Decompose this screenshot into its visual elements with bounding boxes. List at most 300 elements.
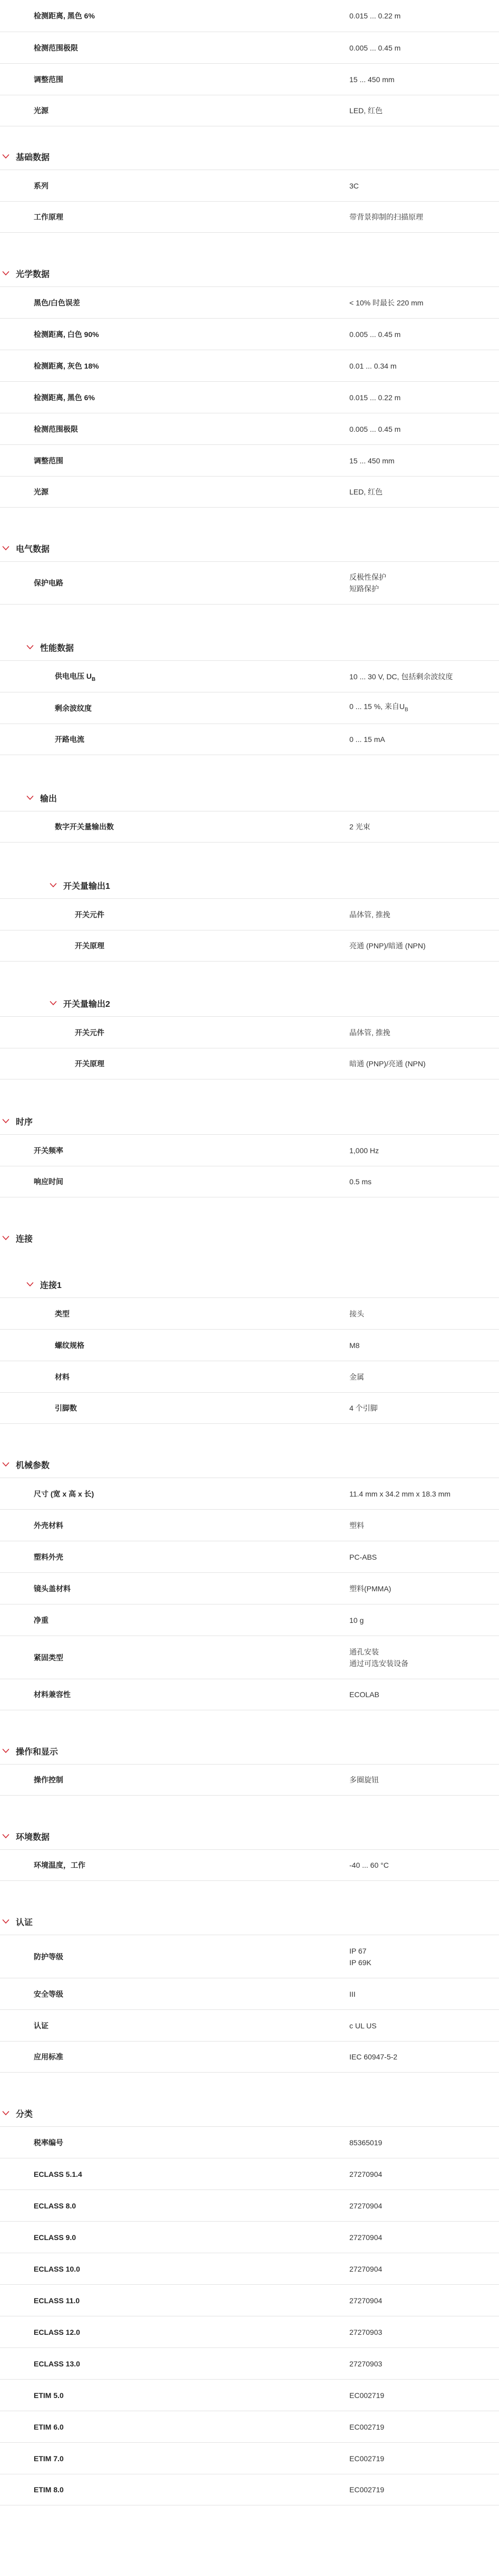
chevron-down-icon (2, 544, 9, 552)
spec-value-text: 金属 (349, 1372, 364, 1381)
spec-value (349, 360, 397, 372)
spec-row (0, 318, 499, 350)
section-header-connection1[interactable] (0, 1271, 499, 1297)
spec-label-text: ECLASS 11.0 (34, 2296, 80, 2305)
spec-row (0, 413, 499, 444)
spec-label (34, 2328, 80, 2336)
spec-value (349, 2168, 382, 2180)
spec-value-text: 10 ... 30 V, DC, 包括剩余波纹度 (349, 672, 453, 681)
spec-value (349, 2020, 377, 2032)
spec-label-sub: B (92, 676, 96, 682)
chevron-down-icon (50, 999, 57, 1007)
spec-value-text: 0.005 ... 0.45 m (349, 43, 401, 52)
chevron-down-icon (26, 1281, 34, 1288)
spec-value (349, 455, 395, 467)
spec-label (34, 455, 63, 466)
spec-label (34, 1689, 71, 1700)
spec-value (349, 1945, 371, 1968)
section-header-mechanical[interactable] (0, 1451, 499, 1478)
spec-label (34, 1520, 63, 1531)
spec-row (0, 898, 499, 930)
spec-row (0, 286, 499, 318)
spec-label-text: 镜头盖材料 (34, 1584, 71, 1593)
spec-label-text: ECLASS 8.0 (34, 2201, 76, 2210)
spec-value-text: IEC 60947-5-2 (349, 2053, 398, 2061)
section-header-classification[interactable] (0, 2100, 499, 2126)
spec-value (349, 1176, 371, 1187)
chevron-down-icon (2, 1234, 9, 1242)
section-header-performance[interactable] (0, 634, 499, 660)
section-title: 光学数据 (16, 270, 50, 279)
spec-value (349, 700, 408, 716)
spec-label (55, 1372, 70, 1382)
spec-value (349, 1614, 364, 1626)
section-header-switch2[interactable] (0, 990, 499, 1016)
spec-value-line: 短路保护 (349, 584, 379, 593)
spec-value-text: 接头 (349, 1309, 364, 1318)
spec-label (34, 2485, 64, 2494)
spec-value-text: 15 ... 450 mm (349, 75, 395, 84)
spec-value-text: III (349, 1989, 356, 1998)
spec-value (349, 2295, 382, 2306)
spec-label-text: 检测范围极限 (34, 43, 78, 52)
spec-value (349, 1340, 359, 1351)
spec-label (34, 2423, 64, 2431)
spec-label (34, 181, 48, 191)
spec-value-text: 27270903 (349, 2327, 383, 2336)
spec-value-text: EC002719 (349, 2454, 385, 2463)
spec-value (349, 329, 400, 340)
spec-value (349, 1371, 364, 1383)
section-header-connection[interactable] (0, 1225, 499, 1251)
spec-label (34, 329, 99, 340)
spec-value (349, 2421, 384, 2433)
section-title: 机械参数 (16, 1461, 50, 1470)
section-title: 认证 (16, 1918, 33, 1927)
spec-label-text: 紧固类型 (34, 1653, 63, 1662)
spec-row (0, 170, 499, 201)
spec-label-text: ECLASS 5.1.4 (34, 2169, 82, 2178)
section-title: 分类 (16, 2109, 33, 2119)
spec-value-line: 通过可选安装设备 (349, 1659, 408, 1668)
spec-row (0, 2126, 499, 2158)
spec-label (34, 2265, 80, 2273)
spec-row (0, 63, 499, 95)
spec-row (0, 201, 499, 233)
spec-value-text: 1,000 Hz (349, 1146, 379, 1155)
spec-label-text: 防护等级 (34, 1952, 63, 1961)
spec-row (0, 1166, 499, 1197)
section-header-switch1[interactable] (0, 872, 499, 898)
spec-value-text: 晶体管, 推挽 (349, 910, 390, 919)
spec-label (34, 1145, 63, 1156)
spec-value-text: LED, 红色 (349, 488, 383, 496)
spec-row (0, 1509, 499, 1541)
spec-row (0, 1134, 499, 1166)
spec-label-text: 开关元件 (75, 910, 104, 919)
chevron-down-icon (2, 1117, 9, 1125)
chevron-down-icon (2, 1832, 9, 1840)
chevron-down-icon (2, 1461, 9, 1468)
spec-value (349, 2453, 384, 2464)
spec-row (0, 95, 499, 126)
spec-label (34, 212, 63, 222)
spec-value (349, 1058, 426, 1069)
spec-label-text: 开关频率 (34, 1146, 63, 1155)
spec-label (34, 1583, 71, 1594)
spec-row (0, 2411, 499, 2442)
spec-label (34, 1176, 63, 1187)
spec-row (0, 2009, 499, 2041)
spec-row (0, 561, 499, 605)
spec-value (349, 2390, 384, 2401)
spec-value (349, 1402, 378, 1414)
spec-label-text: ECLASS 9.0 (34, 2233, 76, 2242)
section-title: 时序 (16, 1117, 33, 1127)
spec-value-line: 反极性保护 (349, 573, 386, 581)
spec-value (349, 2263, 382, 2275)
spec-value-line: IP 69K (349, 1958, 371, 1967)
section-title: 连接1 (40, 1281, 62, 1290)
spec-value-text: 0 ... 15 mA (349, 735, 385, 744)
spec-label-text: ECLASS 13.0 (34, 2359, 80, 2368)
spec-label (34, 361, 99, 371)
spec-value (349, 909, 390, 920)
spec-label (34, 1552, 63, 1562)
spec-label-text: 检测距离, 黑色 6% (34, 12, 95, 20)
spec-value (349, 1145, 379, 1156)
spec-label-text: 净重 (34, 1616, 48, 1624)
spec-label-text: 剩余波纹度 (55, 704, 92, 712)
section-title: 开关量输出2 (63, 999, 110, 1009)
spec-row (0, 692, 499, 724)
spec-label-text: 开关原理 (75, 942, 104, 950)
spec-row (0, 1935, 499, 1978)
spec-label (34, 1775, 63, 1785)
spec-label (34, 2360, 80, 2368)
spec-value-text: 塑料(PMMA) (349, 1584, 392, 1593)
spec-label (75, 940, 104, 951)
spec-label (34, 2170, 82, 2178)
spec-value-sub: B (405, 706, 408, 712)
spec-row (0, 660, 499, 692)
spec-value (349, 2484, 384, 2495)
spec-row (0, 811, 499, 843)
spec-value-text: 0.015 ... 0.22 m (349, 12, 401, 20)
spec-value-text: 3C (349, 181, 359, 190)
spec-value-text: PC-ABS (349, 1552, 377, 1561)
spec-label-text: 系列 (34, 181, 48, 190)
section-header-optical[interactable] (0, 260, 499, 286)
spec-value-text: 0 ... 15 %, 来自U (349, 702, 405, 711)
spec-value (349, 211, 423, 223)
spec-value (349, 2137, 382, 2148)
section-header-electrical[interactable] (0, 535, 499, 561)
spec-value-text: -40 ... 60 °C (349, 1861, 389, 1869)
spec-label (34, 74, 63, 85)
spec-row (0, 2442, 499, 2474)
spec-label (34, 392, 95, 403)
spec-value (349, 1520, 364, 1531)
spec-label-text: 塑料外壳 (34, 1552, 63, 1561)
spec-label (55, 1309, 70, 1319)
section-title: 性能数据 (40, 643, 74, 653)
spec-label (34, 578, 63, 588)
spec-row (0, 2379, 499, 2411)
section-title: 连接 (16, 1234, 33, 1244)
spec-value (349, 423, 400, 435)
spec-label (75, 1027, 104, 1038)
spec-row (0, 724, 499, 755)
chevron-down-icon (2, 270, 9, 277)
spec-row (0, 1604, 499, 1636)
section-header-environment[interactable] (0, 1823, 499, 1849)
spec-row (0, 2221, 499, 2253)
spec-row (0, 2189, 499, 2221)
spec-value-text: 0.5 ms (349, 1177, 372, 1186)
spec-label (55, 1340, 84, 1351)
spec-value (349, 1551, 377, 1563)
spec-value-text: 27270904 (349, 2264, 383, 2273)
spec-label-text: ETIM 7.0 (34, 2454, 64, 2463)
spec-label (34, 2137, 63, 2148)
spec-row (0, 1679, 499, 1710)
spec-value-line: 通孔安装 (349, 1647, 379, 1656)
spec-label-text: 供电电压 U (55, 671, 92, 680)
spec-value (349, 1027, 390, 1038)
spec-row (0, 2316, 499, 2347)
spec-value (349, 297, 423, 309)
spec-label (34, 424, 78, 434)
spec-value (349, 2358, 382, 2370)
spec-value-text: 27270904 (349, 2296, 383, 2305)
spec-value-text: 带背景抑制的扫描原理 (349, 213, 423, 221)
spec-label (34, 43, 78, 53)
spec-label-text: 开关元件 (75, 1028, 104, 1037)
section-header-certification[interactable] (0, 1908, 499, 1935)
spec-value-text: 晶体管, 推挽 (349, 1028, 390, 1037)
spec-value (349, 940, 426, 952)
spec-label (34, 105, 48, 116)
spec-row (0, 1016, 499, 1048)
spec-label-text: 保护电路 (34, 579, 63, 587)
spec-value (349, 180, 359, 192)
spec-label (34, 1652, 63, 1663)
spec-label (34, 487, 48, 497)
spec-value-text: EC002719 (349, 2485, 385, 2494)
spec-value-text: ECOLAB (349, 1690, 379, 1699)
spec-value-text: 27270904 (349, 2169, 383, 2178)
spec-row (0, 0, 499, 32)
spec-label-text: 调整范围 (34, 75, 63, 84)
spec-value-text: < 10% 时最长 220 mm (349, 298, 424, 307)
spec-label (34, 2202, 76, 2210)
spec-label-text: 外壳材料 (34, 1521, 63, 1530)
chevron-down-icon (2, 2109, 9, 2117)
spec-row (0, 1636, 499, 1679)
spec-value (349, 2051, 397, 2063)
spec-label (34, 1489, 94, 1499)
chevron-down-icon (2, 1918, 9, 1925)
spec-label-text: 黑色/白色误差 (34, 298, 80, 307)
spec-value (349, 1308, 364, 1320)
spec-label-text: 安全等级 (34, 1989, 63, 1998)
spec-label (34, 11, 95, 21)
spec-label (34, 1951, 63, 1962)
spec-value-text: 0.01 ... 0.34 m (349, 361, 397, 370)
section-title: 操作和显示 (16, 1747, 58, 1757)
spec-label-text: 税率编号 (34, 2138, 63, 2147)
spec-value (349, 2326, 382, 2338)
chevron-down-icon (50, 881, 57, 889)
spec-value-text: 暗通 (PNP)/亮通 (NPN) (349, 1059, 426, 1068)
spec-value (349, 734, 385, 745)
spec-label (34, 2454, 64, 2463)
spec-value-line: IP 67 (349, 1946, 367, 1955)
spec-label (55, 734, 84, 745)
spec-label-text: 检测距离, 黑色 6% (34, 393, 95, 402)
spec-row (0, 1329, 499, 1361)
spec-row (0, 1392, 499, 1424)
spec-label (55, 821, 114, 832)
spec-row (0, 930, 499, 962)
spec-label-text: 检测距离, 白色 90% (34, 330, 99, 339)
spec-label-text: 响应时间 (34, 1177, 63, 1186)
spec-label-text: ECLASS 12.0 (34, 2327, 80, 2336)
spec-label-text: 工作原理 (34, 213, 63, 221)
spec-label-text: 应用标准 (34, 2053, 63, 2061)
spec-label-text: ETIM 6.0 (34, 2422, 64, 2431)
spec-row (0, 444, 499, 476)
spec-label-text: 环境温度，工作 (34, 1861, 85, 1869)
spec-value-text: 10 g (349, 1616, 364, 1624)
section-header-timing[interactable] (0, 1108, 499, 1134)
spec-row (0, 1297, 499, 1329)
spec-label-text: 检测范围极限 (34, 424, 78, 433)
spec-label-text: 材料兼容性 (34, 1690, 71, 1699)
spec-row (0, 476, 499, 508)
spec-row (0, 350, 499, 381)
spec-label (34, 2052, 63, 2062)
spec-row (0, 32, 499, 63)
spec-label-text: ECLASS 10.0 (34, 2264, 80, 2273)
spec-label-text: 操作控制 (34, 1776, 63, 1784)
spec-row (0, 2041, 499, 2073)
spec-value-text: EC002719 (349, 2422, 385, 2431)
spec-label (55, 703, 92, 714)
spec-label-text: 尺寸 (宽 x 高 x 长) (34, 1489, 94, 1498)
chevron-down-icon (26, 643, 34, 651)
spec-row (0, 2284, 499, 2316)
spec-row (0, 1478, 499, 1509)
spec-label-text: 开路电流 (55, 735, 84, 744)
spec-label (34, 1615, 48, 1626)
section-header-operation[interactable] (0, 1738, 499, 1764)
section-title: 开关量输出1 (63, 881, 110, 891)
spec-row (0, 381, 499, 413)
spec-label (55, 1403, 77, 1413)
spec-label-text: 螺纹规格 (55, 1341, 84, 1350)
spec-value (349, 10, 400, 22)
spec-label-text: 检测距离, 灰色 18% (34, 361, 99, 370)
spec-label-text: 类型 (55, 1309, 70, 1318)
spec-value-text: 11.4 mm x 34.2 mm x 18.3 mm (349, 1489, 451, 1498)
section-title: 电气数据 (16, 544, 50, 554)
spec-value (349, 2200, 382, 2212)
spec-label (34, 1860, 85, 1870)
spec-value-text: 27270903 (349, 2359, 383, 2368)
spec-label (34, 2233, 76, 2242)
spec-row (0, 1978, 499, 2009)
spec-label-text: 材料 (55, 1372, 70, 1381)
spec-value-text: 27270904 (349, 2201, 383, 2210)
spec-value (349, 42, 400, 54)
spec-value-text: 亮通 (PNP)/暗通 (NPN) (349, 942, 426, 950)
spec-value (349, 1488, 451, 1500)
chevron-down-icon (2, 1747, 9, 1755)
spec-row (0, 1541, 499, 1572)
spec-value-text: 2 光束 (349, 823, 370, 831)
spec-value (349, 671, 453, 682)
spec-value (349, 1988, 356, 2000)
spec-label (34, 1989, 63, 1999)
spec-label-text: 认证 (34, 2021, 48, 2030)
spec-value-text: 85365019 (349, 2138, 383, 2147)
spec-value-text: 15 ... 450 mm (349, 456, 395, 465)
spec-label (34, 2020, 48, 2031)
spec-value (349, 105, 383, 116)
spec-value (349, 1646, 408, 1669)
spec-row (0, 2347, 499, 2379)
spec-value (349, 1689, 379, 1700)
spec-row (0, 2158, 499, 2189)
spec-label-text: 光源 (34, 106, 48, 115)
spec-value (349, 392, 400, 403)
spec-label-text: ETIM 8.0 (34, 2485, 64, 2494)
spec-label (34, 2296, 80, 2305)
spec-row (0, 2474, 499, 2505)
spec-value (349, 1583, 391, 1594)
spec-value (349, 1774, 379, 1786)
spec-value-text: 0.015 ... 0.22 m (349, 393, 401, 402)
section-header-output[interactable] (0, 785, 499, 811)
spec-row (0, 1048, 499, 1079)
section-title: 环境数据 (16, 1832, 50, 1842)
spec-value (349, 74, 395, 85)
spec-value-text: 27270904 (349, 2233, 383, 2242)
spec-value (349, 821, 370, 833)
section-header-basic[interactable] (0, 143, 499, 170)
spec-label-text: 开关原理 (75, 1059, 104, 1068)
spec-label (55, 671, 95, 682)
spec-value-text: 多圈旋钮 (349, 1776, 379, 1784)
spec-label-text: 引脚数 (55, 1404, 77, 1412)
spec-value-text: 4 个引脚 (349, 1404, 378, 1412)
section-title: 基础数据 (16, 153, 50, 162)
spec-value (349, 1859, 389, 1871)
spec-label-text: 光源 (34, 488, 48, 496)
spec-value-text: EC002719 (349, 2391, 385, 2400)
spec-row (0, 1849, 499, 1881)
spec-label (75, 1058, 104, 1069)
spec-value (349, 2232, 382, 2243)
spec-value-text: 塑料 (349, 1521, 364, 1530)
section-title: 输出 (40, 794, 57, 804)
chevron-down-icon (2, 153, 9, 160)
spec-row (0, 1764, 499, 1796)
spec-label-text: 数字开关量输出数 (55, 823, 114, 831)
spec-value-text: M8 (349, 1341, 360, 1350)
